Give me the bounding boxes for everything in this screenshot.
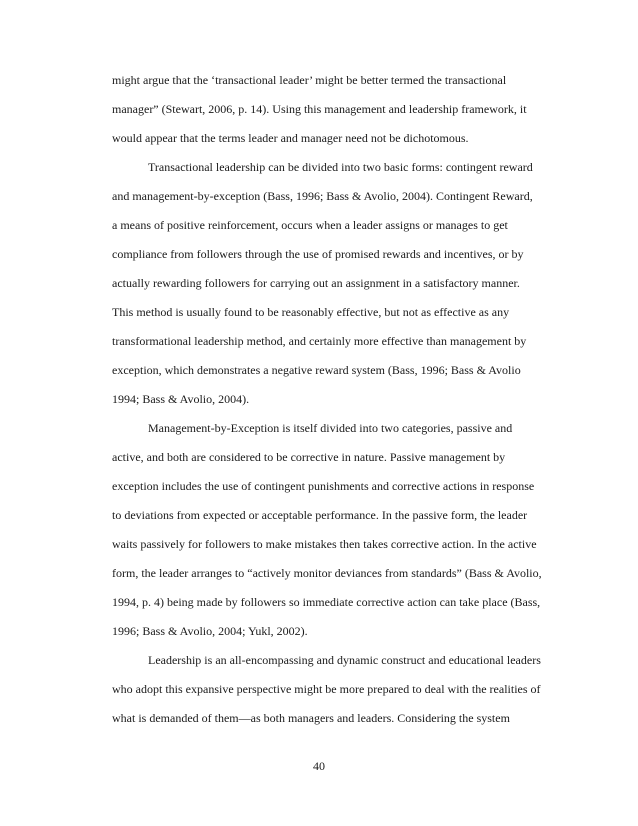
text-line: might argue that the ‘transactional leader’ might be better termed the transactional	[112, 73, 507, 87]
text-line: 1994; Bass & Avolio, 2004).	[112, 392, 250, 406]
text-line: to deviations from expected or acceptable performance. In the passive form, the leader	[112, 508, 528, 522]
text-line: would appear that the terms leader and manager need not be dichotomous.	[112, 131, 469, 145]
text-line: compliance from followers through the use of promised rewards and incentives, or by	[112, 247, 524, 261]
page-number: 40	[313, 759, 325, 773]
text-line: manager” (Stewart, 2006, p. 14). Using this management and leadership framework, it	[112, 102, 527, 116]
paragraph-start-line: Transactional leadership can be divided into two basic forms: contingent reward	[148, 160, 533, 174]
text-line: actually rewarding followers for carrying out an assignment in a satisfactory manner.	[112, 276, 520, 290]
text-line: who adopt this expansive perspective might be more prepared to deal with the realities of	[112, 682, 541, 696]
text-line: 1994, p. 4) being made by followers so immediate corrective action can take place (Bass,	[112, 595, 541, 609]
paragraph-start-line: Management-by-Exception is itself divided into two categories, passive and	[148, 421, 513, 435]
text-line: a means of positive reinforcement, occurs when a leader assigns or manages to get	[112, 218, 508, 232]
text-line: 1996; Bass & Avolio, 2004; Yukl, 2002).	[112, 624, 308, 638]
text-line: exception includes the use of contingent punishments and corrective actions in response	[112, 479, 535, 493]
text-line: exception, which demonstrates a negative reward system (Bass, 1996; Bass & Avolio	[112, 363, 521, 377]
text-line: waits passively for followers to make mistakes then takes corrective action. In the active	[112, 537, 537, 551]
text-line: what is demanded of them—as both managers and leaders. Considering the system	[112, 711, 510, 725]
text-line: transformational leadership method, and certainly more effective than management by	[112, 334, 527, 348]
paragraph-start-line: Leadership is an all-encompassing and dynamic construct and educational leaders	[148, 653, 541, 667]
text-line: and management-by-exception (Bass, 1996; Bass & Avolio, 2004). Contingent Reward,	[112, 189, 533, 203]
text-line: This method is usually found to be reasonably effective, but not as effective as any	[112, 305, 510, 319]
text-line: form, the leader arranges to “actively monitor deviances from standards” (Bass & Avolio,	[112, 566, 542, 580]
text-line: active, and both are considered to be corrective in nature. Passive management by	[112, 450, 506, 464]
